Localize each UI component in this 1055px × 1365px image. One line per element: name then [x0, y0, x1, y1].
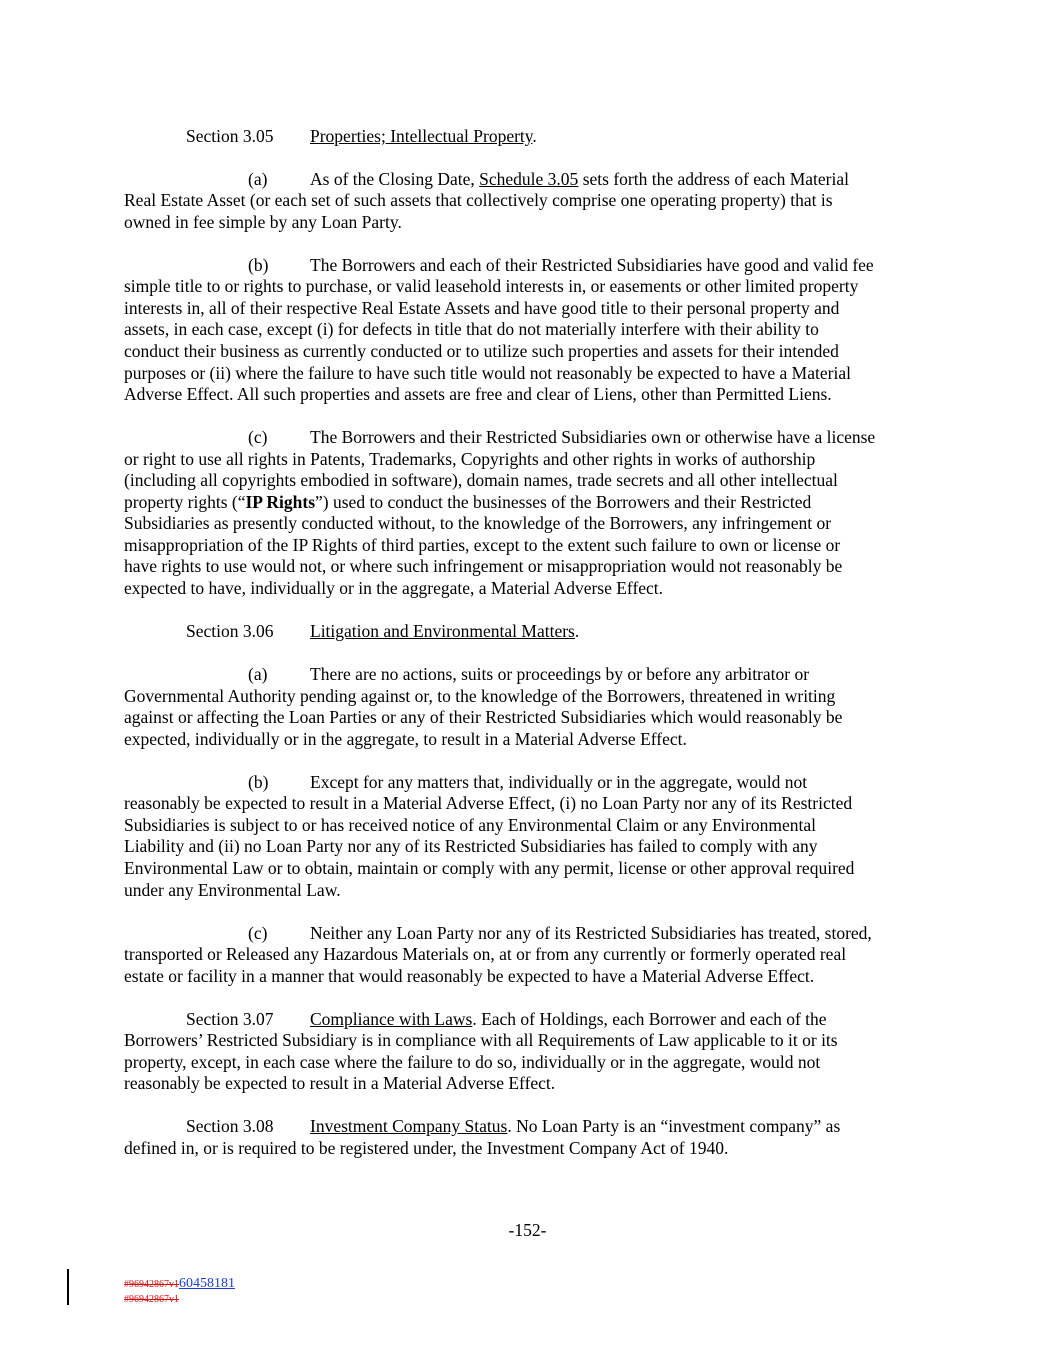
paragraph-line: Borrowers’ Restricted Subsidiary is in compliance with all Requirements of Law applicable to it or its — [124, 1030, 838, 1050]
paragraph-line: transported or Released any Hazardous Materials on, at or from any currently or formerly operated real — [124, 944, 847, 964]
paragraph-line: have rights to use would not, or where such infringement or misappropriation would not reasonably be — [124, 556, 843, 576]
paragraph-line: interests in, all of their respective Real Estate Assets and have good title to their personal property and — [124, 298, 840, 318]
revision-change-bar — [67, 1269, 69, 1305]
paragraph-line: against or affecting the Loan Parties or any of their Restricted Subsidiaries which would reasonably be — [124, 707, 843, 727]
paragraph-line: expected, individually or in the aggregate, to result in a Material Adverse Effect. — [124, 729, 687, 749]
paragraph-line: (a) As of the Closing Date, Schedule 3.05 sets forth the address of each Material — [248, 169, 849, 189]
paragraph-line: Subsidiaries is subject to or has received notice of any Environmental Claim or any Environmental — [124, 815, 817, 835]
section-3-06-heading: Section 3.06 Litigation and Environmental Matters. — [186, 621, 580, 641]
deleted-doc-id: #96942867v1 — [124, 1279, 179, 1290]
paragraph-line: (c) The Borrowers and their Restricted Subsidiaries own or otherwise have a license — [248, 427, 876, 447]
paragraph-line: (c) Neither any Loan Party nor any of its Restricted Subsidiaries has treated, stored, — [248, 923, 872, 943]
paragraph-line: Adverse Effect. All such properties and assets are free and clear of Liens, other than Permitted Liens. — [124, 384, 832, 404]
paragraph-line: Environmental Law or to obtain, maintain or comply with any permit, license or other approval required — [124, 858, 855, 878]
page-number: -152- — [508, 1220, 547, 1240]
paragraph-line: simple title to or rights to purchase, or valid leasehold interests in, or easements or other limited property — [124, 276, 859, 296]
section-3-05-heading: Section 3.05 Properties; Intellectual Property. — [186, 126, 537, 146]
paragraph-line: property rights (“IP Rights”) used to conduct the businesses of the Borrowers and their Restricted — [124, 492, 812, 512]
paragraph-line: Real Estate Asset (or each set of such assets that collectively comprise one operating property) that is — [124, 190, 833, 210]
paragraph-line: under any Environmental Law. — [124, 880, 341, 900]
paragraph-line: reasonably be expected to result in a Material Adverse Effect. — [124, 1073, 556, 1093]
paragraph-line: purposes or (ii) where the failure to have such title would not reasonably be expected to have a Material — [124, 363, 851, 383]
paragraph-line: estate or facility in a manner that would reasonably be expected to have a Material Adverse Effect. — [124, 966, 815, 986]
paragraph-line: conduct their business as currently conducted or to utilize such properties and assets for their intended — [124, 341, 839, 361]
paragraph-line: Governmental Authority pending against or, to the knowledge of the Borrowers, threatened in writing — [124, 686, 836, 706]
paragraph-line: (including all copyrights embodied in software), domain names, trade secrets and all other intellectual — [124, 470, 838, 490]
schedule-reference: Schedule 3.05 — [479, 169, 579, 189]
section-3-07-heading: Section 3.07 Compliance with Laws. Each of Holdings, each Borrower and each of the — [186, 1009, 827, 1029]
section-title: Investment Company Status — [310, 1116, 508, 1136]
inserted-doc-id: 60458181 — [179, 1276, 235, 1291]
paragraph-line: defined in, or is required to be registered under, the Investment Company Act of 1940. — [124, 1138, 729, 1158]
paragraph-line: property, except, in each case where the failure to do so, individually or in the aggregate, would not — [124, 1052, 821, 1072]
defined-term: IP Rights — [245, 492, 316, 512]
paragraph-line: Liability and (ii) no Loan Party nor any of its Restricted Subsidiaries has failed to comply with any — [124, 836, 818, 856]
deleted-doc-id: #96942867v1 — [124, 1294, 179, 1305]
paragraph-line: expected to have, individually or in the aggregate, a Material Adverse Effect. — [124, 578, 664, 598]
paragraph-line: or right to use all rights in Patents, Trademarks, Copyrights and other rights in works of authorship — [124, 449, 816, 469]
paragraph-line: assets, in each case, except (i) for defects in title that do not materially interfere with their ability to — [124, 319, 819, 339]
paragraph-line: owned in fee simple by any Loan Party. — [124, 212, 402, 232]
paragraph-line: (b) Except for any matters that, individually or in the aggregate, would not — [248, 772, 808, 792]
paragraph-line: (a) There are no actions, suits or proceedings by or before any arbitrator or — [248, 664, 810, 684]
paragraph-line: misappropriation of the IP Rights of third parties, except to the extent such failure to own or license or — [124, 535, 841, 555]
paragraph-line: Subsidiaries as presently conducted without, to the knowledge of the Borrowers, any infringement or — [124, 513, 832, 533]
paragraph-line: (b) The Borrowers and each of their Restricted Subsidiaries have good and valid fee — [248, 255, 874, 275]
section-title: Properties; Intellectual Property — [310, 126, 533, 146]
document-id-secondary — [124, 1290, 179, 1306]
section-title: Compliance with Laws — [310, 1009, 473, 1029]
section-3-08-heading: Section 3.08 Investment Company Status. No Loan Party is an “investment company” as — [186, 1116, 841, 1136]
paragraph-line: reasonably be expected to result in a Material Adverse Effect, (i) no Loan Party nor any of its Restricted — [124, 793, 853, 813]
section-title: Litigation and Environmental Matters — [310, 621, 575, 641]
